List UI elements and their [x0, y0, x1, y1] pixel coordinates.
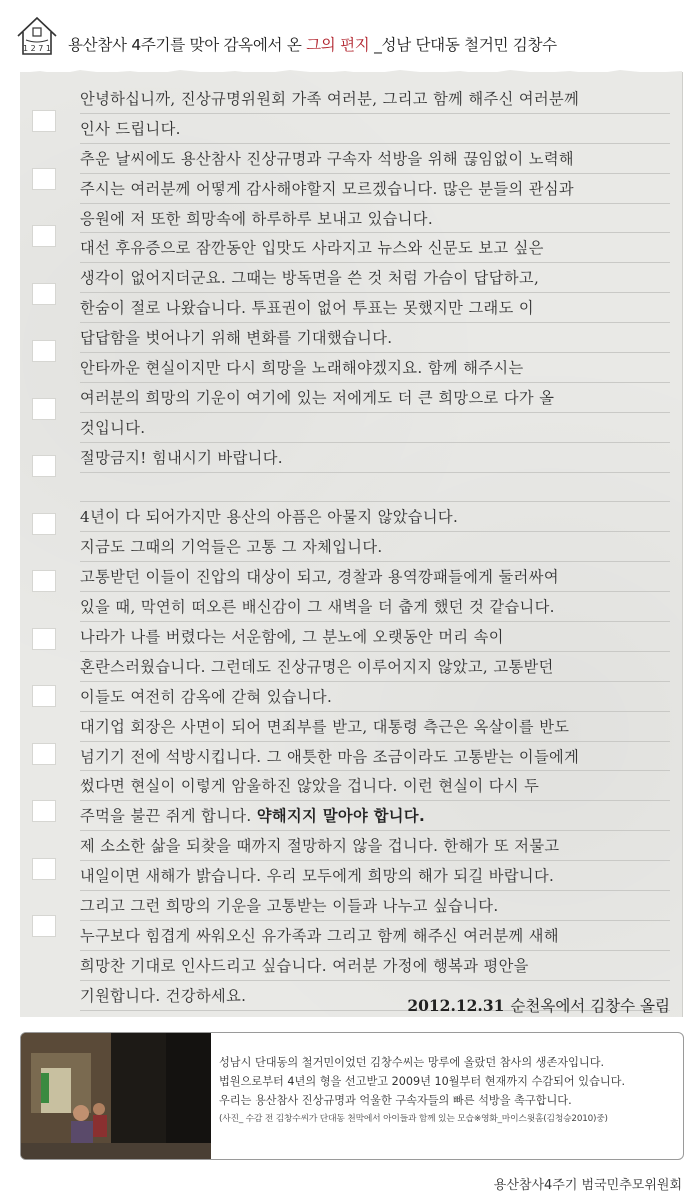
organization-credit: 용산참사4주기 범국민추모위원회 [493, 1178, 682, 1193]
binder-hole [32, 283, 56, 305]
letter-line [80, 622, 670, 652]
photo-caption: (사진_ 수감 전 김창수씨가 단대동 천막에서 아이들과 함께 있는 모습※영화_마이스윗홈(김청승2010)중) [219, 1114, 608, 1124]
binder-hole [32, 800, 56, 822]
letter-line-text: 혼란스러웠습니다. 그런데도 진상규명은 이루어지지 않았고, 고통받던 [80, 657, 554, 676]
letter-line-text: 주먹을 불끈 쥐게 합니다. [80, 807, 257, 826]
binder-hole [32, 628, 56, 650]
letter-line-text: 한숨이 절로 나왔습니다. 투표권이 없어 투표는 못했지만 그래도 이 [80, 299, 534, 318]
binder-hole [32, 455, 56, 477]
letter-line-text: 지금도 그때의 기억들은 고통 그 자체입니다. [80, 538, 383, 557]
letter-line [80, 473, 670, 503]
title-accent: 그의 편지 [306, 36, 370, 54]
letter-line [80, 951, 670, 981]
letter-line-text: 안녕하십니까, 진상규명위원회 가족 여러분, 그리고 함께 해주신 여러분께 [80, 90, 580, 108]
letter-line-text: 대선 후유증으로 잠깐동안 입맛도 사라지고 뉴스와 신문도 보고 싶은 [80, 239, 544, 258]
letter-line-text: 내일이면 새해가 밝습니다. 우리 모두에게 희망의 해가 되길 바랍니다. [80, 867, 555, 886]
letter-signature [407, 994, 670, 1016]
info-line: 법원으로부터 4년의 형을 선고받고 2009년 10월부터 현재까지 수감되어 있습니다. [219, 1075, 626, 1088]
letter-line-text: 여러분의 희망의 기운이 여기에 있는 저에게도 더 큰 희망으로 다가 올 [80, 388, 555, 407]
letter-line [80, 84, 670, 114]
letter-line [80, 712, 670, 742]
letter-line [80, 263, 670, 293]
binder-hole [32, 398, 56, 420]
info-line: 성남시 단대동의 철거민이었던 김창수씨는 망루에 올랐던 참사의 생존자입니다. [219, 1056, 605, 1069]
letter-line [80, 801, 670, 831]
binder-hole [32, 225, 56, 247]
letter-line-text: 것입니다. [80, 418, 146, 437]
binder-hole [32, 915, 56, 937]
letter-line [80, 502, 670, 532]
letter-line-text: 누구보다 힘겹게 싸워오신 유가족과 그리고 함께 해주신 여러분께 새해 [80, 926, 559, 945]
letter-body [80, 84, 670, 1011]
letter-line-text: 응원에 저 또한 희망속에 하루하루 보내고 있습니다. [80, 209, 434, 228]
letter-line-text: 답답함을 벗어나기 위해 변화를 기대했습니다. [80, 329, 393, 348]
info-box [20, 1032, 684, 1160]
signature-date: 2012.12.31 [407, 996, 505, 1015]
letter-line [80, 891, 670, 921]
letter-line-text: 주시는 여러분께 어떻게 감사해야할지 모르겠습니다. 많은 분들의 관심과 [80, 179, 574, 198]
letter-line [80, 144, 670, 174]
letter-line [80, 114, 670, 144]
letter-paper [20, 72, 683, 1017]
letter-line [80, 592, 670, 622]
letter-line-text: 제 소소한 삶을 되찾을 때까지 절망하지 않을 겁니다. 한해가 또 저물고 [80, 837, 560, 856]
letter-line [80, 174, 670, 204]
binder-hole [32, 570, 56, 592]
letter-line-text: 나라가 나를 버렸다는 서운함에, 그 분노에 오랫동안 머리 속이 [80, 628, 504, 647]
letter-line-text: 넘기기 전에 석방시킵니다. 그 애틋한 마음 조금이라도 고통받는 이들에게 [80, 747, 580, 766]
letter-line-text: 안타까운 현실이지만 다시 희망을 노래해야겠지요. 함께 해주시는 [80, 359, 524, 378]
letter-line-text: 그리고 그런 희망의 기운을 고통받는 이들과 나누고 싶습니다. [80, 897, 499, 916]
letter-line-text: 있을 때, 막연히 떠오른 배신감이 그 새벽을 더 춥게 했던 것 같습니다. [80, 598, 555, 617]
photo [21, 1033, 211, 1159]
title-prefix: 용산참사 4주기를 맞아 감옥에서 온 [68, 36, 307, 54]
info-text [219, 1053, 679, 1128]
letter-line-text: 대기업 회장은 사면이 되어 면죄부를 받고, 대통령 측근은 옥살이를 반도 [80, 717, 570, 736]
letter-line-text: 이들도 여전히 감옥에 갇혀 있습니다. [80, 687, 333, 706]
page-title [68, 33, 557, 55]
letter-line [80, 233, 670, 263]
binder-hole [32, 685, 56, 707]
letter-line-text: 생각이 없어지더군요. 그때는 방독면을 쓴 것 처럼 가슴이 답답하고, [80, 269, 540, 288]
letter-line [80, 742, 670, 772]
letter-line [80, 562, 670, 592]
binder-hole [32, 513, 56, 535]
letter-line-text: 썼다면 현실이 이렇게 암울하진 않았을 겁니다. 이런 현실이 다시 두 [80, 777, 540, 796]
letter-line [80, 682, 670, 712]
letter-line [80, 652, 670, 682]
letter-line [80, 293, 670, 323]
letter-line [80, 383, 670, 413]
letter-line [80, 861, 670, 891]
letter-line-text: 인사 드립니다. [80, 119, 181, 138]
letter-line-emphasis: 약해지지 말아야 합니다. [256, 807, 426, 826]
svg-text:1 2 7 1: 1 2 7 1 [23, 44, 51, 53]
binder-hole [32, 340, 56, 362]
letter-line-text: 추운 날씨에도 용산참사 진상규명과 구속자 석방을 위해 끊임없이 노력해 [80, 149, 574, 168]
letter-line [80, 921, 670, 951]
letter-line [80, 831, 670, 861]
letter-line-text: 희망찬 기대로 인사드리고 싶습니다. 여러분 가정에 행복과 평안을 [80, 956, 529, 975]
letter-line [80, 323, 670, 353]
binder-hole [32, 110, 56, 132]
header [0, 0, 700, 70]
letter-line [80, 532, 670, 562]
binder-hole [32, 858, 56, 880]
binder-hole [32, 168, 56, 190]
info-line: 우리는 용산참사 진상규명과 억울한 구속자들의 빠른 석방을 촉구합니다. [219, 1094, 572, 1107]
signature-text: 순천옥에서 김창수 올림 [510, 997, 670, 1015]
binder-hole [32, 743, 56, 765]
letter-line-text: 고통받던 이들이 진압의 대상이 되고, 경찰과 용역깡패들에게 둘러싸여 [80, 568, 559, 587]
letter-line-text: 기원합니다. 건강하세요. [80, 986, 247, 1005]
letter-line [80, 771, 670, 801]
letter-line-text: 절망금지! 힘내시기 바랍니다. [80, 448, 284, 467]
house-logo-icon [14, 14, 60, 60]
letter-line [80, 413, 670, 443]
letter-line [80, 443, 670, 473]
letter-line [80, 353, 670, 383]
letter-line [80, 204, 670, 234]
title-suffix: _성남 단대동 철거민 김창수 [369, 36, 557, 54]
letter-line-text: 4년이 다 되어가지만 용산의 아픔은 아물지 않았습니다. [80, 508, 459, 527]
